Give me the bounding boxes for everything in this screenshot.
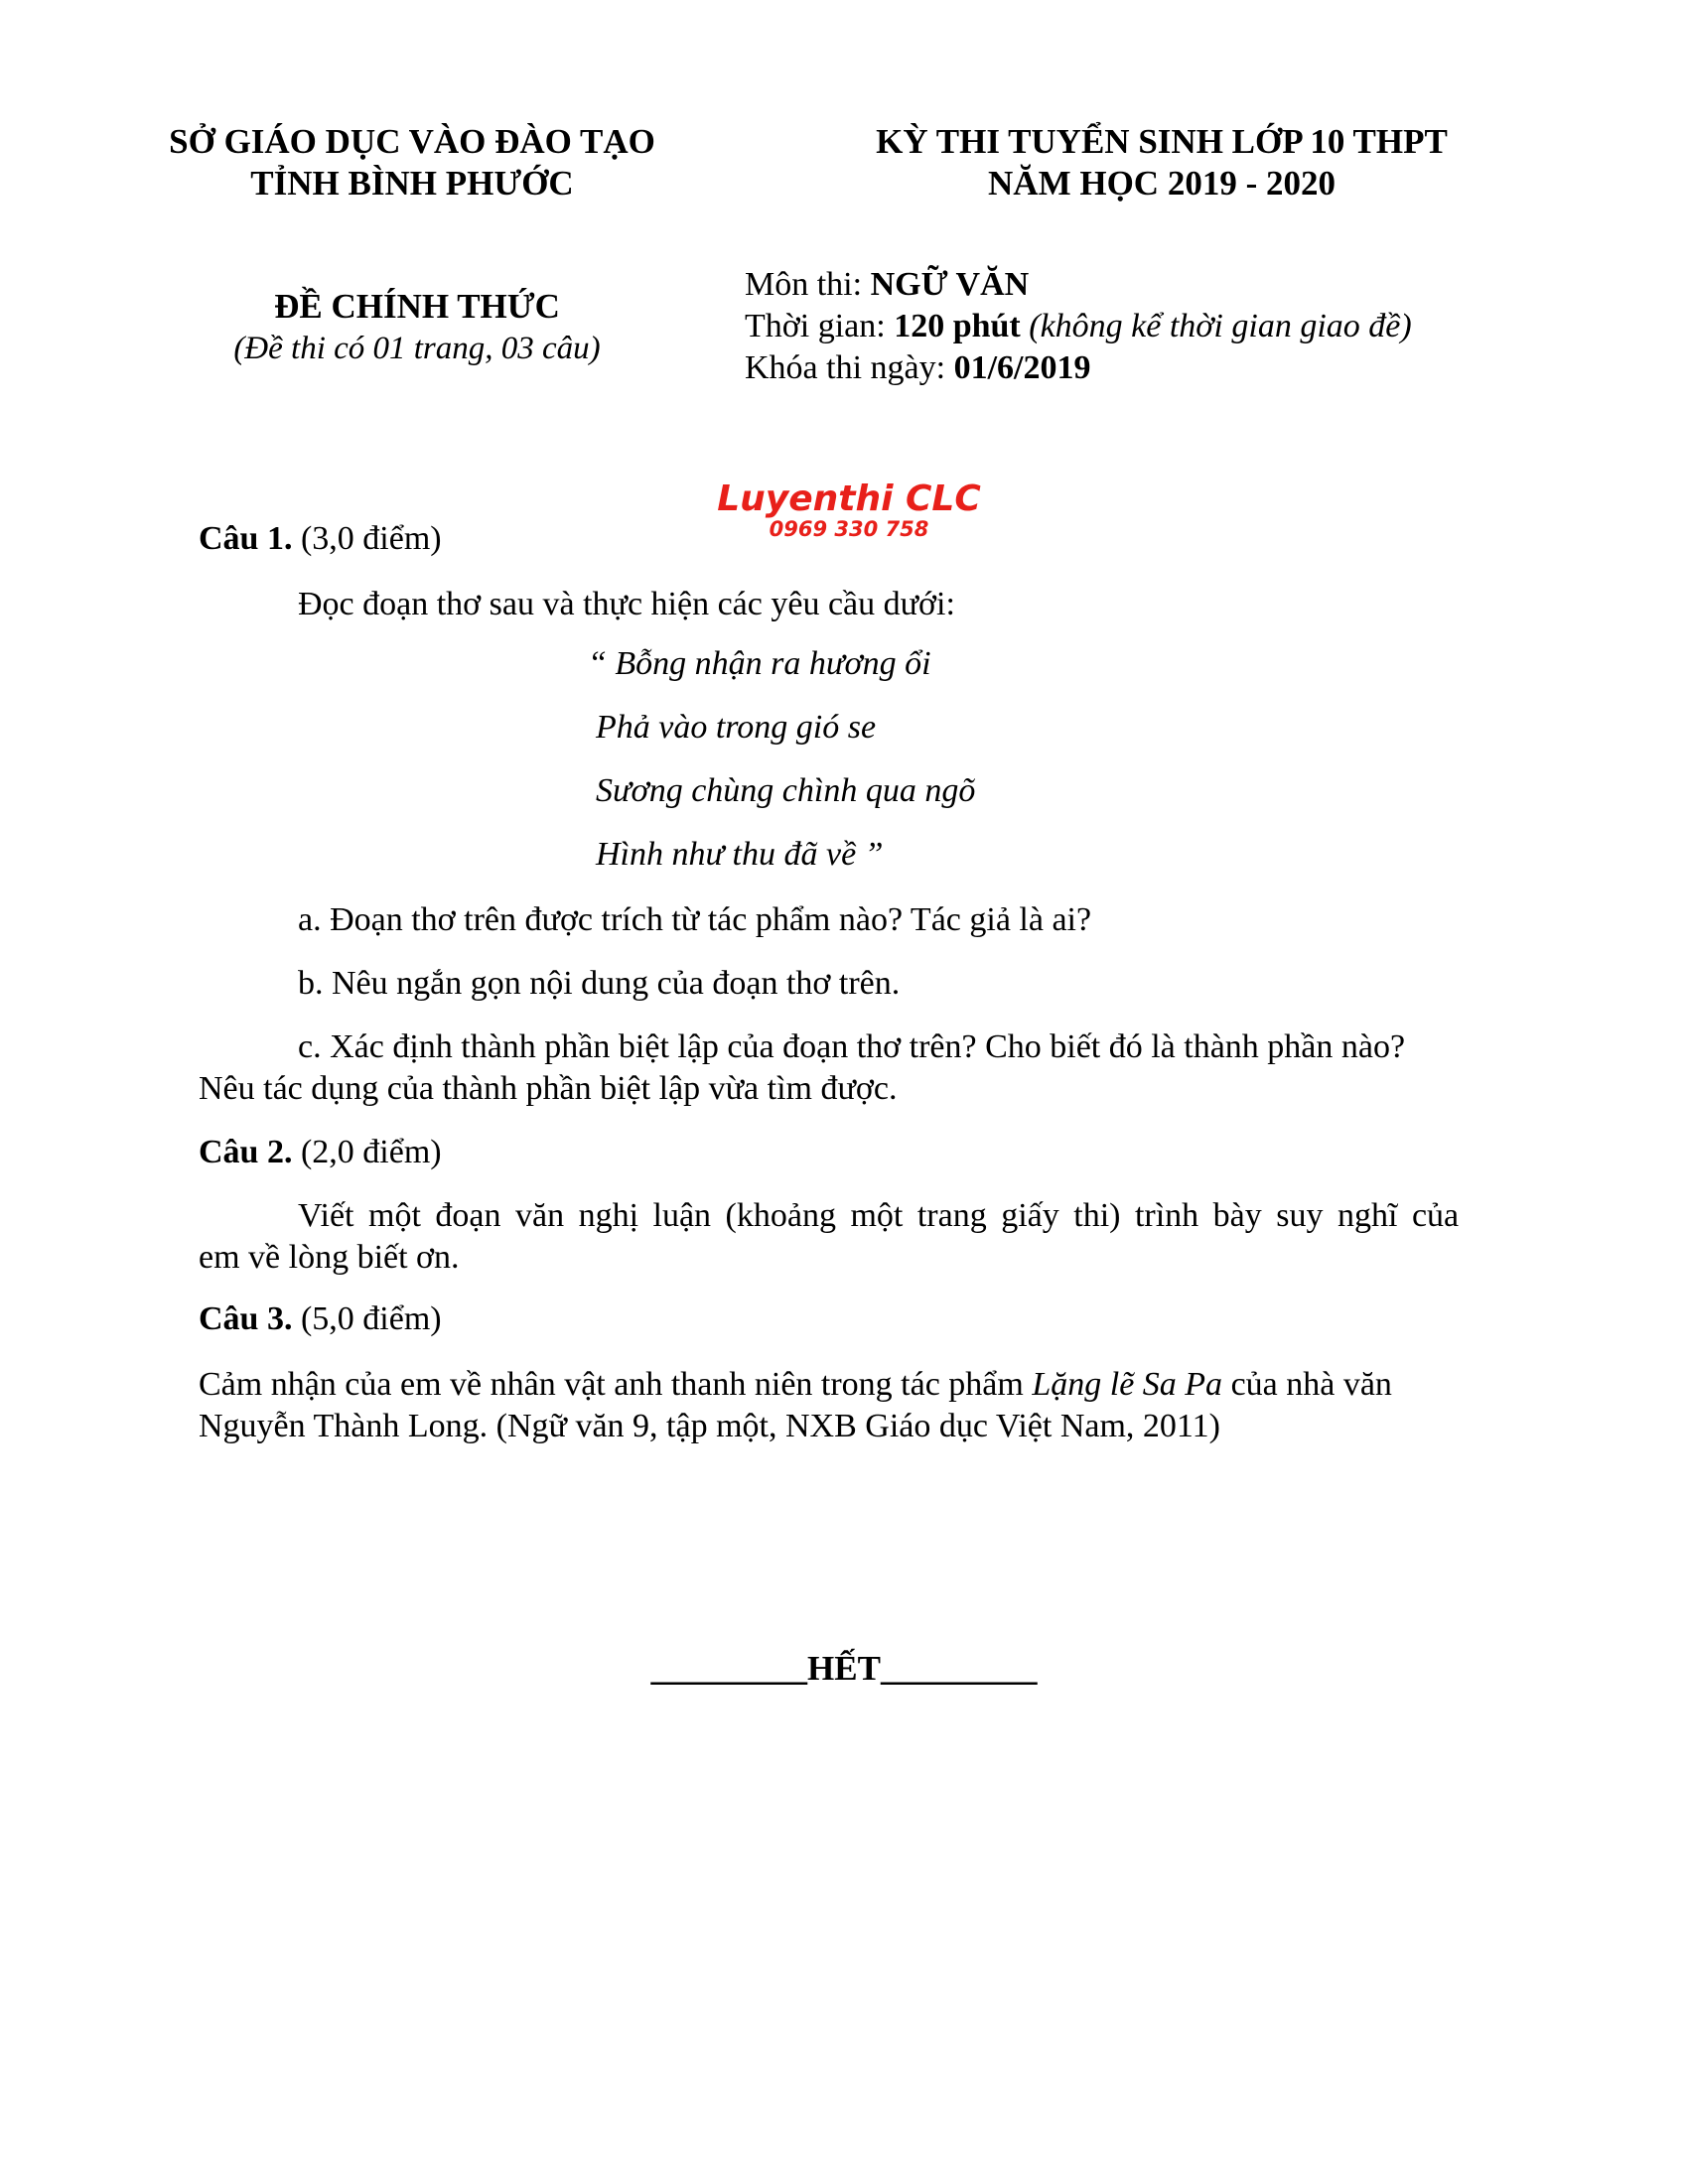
date-label: Khóa thi ngày: [745, 349, 954, 386]
subject-line [745, 264, 1539, 306]
q3-heading [199, 1298, 442, 1340]
q1-heading [199, 518, 442, 560]
date-line [745, 347, 1539, 389]
exam-title-line2: NĂM HỌC 2019 - 2020 [988, 164, 1336, 203]
q1-label: Câu 1. [199, 520, 293, 557]
department-line2: TỈNH BÌNH PHƯỚC [250, 164, 574, 203]
date-value: 01/6/2019 [953, 349, 1091, 386]
q3-points: (5,0 điểm) [292, 1300, 442, 1337]
q1-intro: Đọc đoạn thơ sau và thực hiện các yêu cầu dưới: [298, 586, 955, 622]
official-note: (Đề thi có 01 trang, 03 câu) [233, 331, 601, 366]
official-label: ĐỀ CHÍNH THỨC [274, 287, 560, 326]
department-line1: SỞ GIÁO DỤC VÀO ĐÀO TẠO [169, 122, 655, 161]
poem-line-1: “ Bỗng nhận ra hương ổi [588, 645, 931, 682]
time-label: Thời gian: [745, 308, 895, 344]
end-mark: _________HẾT_________ [650, 1649, 1038, 1688]
q2-points: (2,0 điểm) [292, 1134, 442, 1170]
exam-title-line1: KỲ THI TUYỂN SINH LỚP 10 THPT [876, 122, 1448, 161]
time-line [745, 306, 1539, 347]
q1-part-a: a. Đoạn thơ trên được trích từ tác phẩm nào? Tác giả là ai? [298, 901, 1092, 938]
q3-body-line1 [199, 1364, 1489, 1406]
exam-info [745, 264, 1539, 389]
q3-body-line2: Nguyễn Thành Long. (Ngữ văn 9, tập một, NXB Giáo dục Việt Nam, 2011) [199, 1408, 1220, 1444]
watermark-phone: 0969 330 758 [769, 517, 929, 541]
q3-label: Câu 3. [199, 1300, 293, 1337]
watermark-name: Luyenthi CLC [717, 478, 981, 519]
exam-title [824, 121, 1499, 205]
time-value: 120 phút [894, 308, 1021, 344]
department-name [119, 121, 705, 205]
q3-work-title: Lặng lẽ Sa Pa [1032, 1366, 1223, 1403]
q2-body-line1: Viết một đoạn văn nghị luận (khoảng một trang giấy thi) trình bày suy nghĩ của [298, 1197, 1460, 1234]
subject-value: NGỮ VĂN [870, 266, 1030, 303]
poem-line-3: Sương chùng chình qua ngõ [596, 772, 976, 809]
poem-line-2: Phả vào trong gió se [596, 709, 877, 746]
official-block [139, 286, 695, 369]
watermark-logo [685, 480, 1013, 540]
poem-line-4: Hình như thu đã về ” [596, 836, 884, 873]
q1-part-c-line2: Nêu tác dụng của thành phần biệt lập vừa tìm được. [199, 1070, 898, 1107]
subject-label: Môn thi: [745, 266, 871, 303]
q1-part-c-line1: c. Xác định thành phần biệt lập của đoạn thơ trên? Cho biết đó là thành phần nào? [298, 1028, 1406, 1065]
q3-text-post: của nhà văn [1222, 1366, 1392, 1403]
q2-body-line2: em về lòng biết ơn. [199, 1239, 460, 1276]
q3-text-pre: Cảm nhận của em về nhân vật anh thanh niên trong tác phẩm [199, 1366, 1033, 1403]
q1-points: (3,0 điểm) [292, 520, 442, 557]
q2-label: Câu 2. [199, 1134, 293, 1170]
q1-part-b: b. Nêu ngắn gọn nội dung của đoạn thơ trên. [298, 965, 901, 1002]
time-note: (không kể thời gian giao đề) [1020, 308, 1412, 344]
q2-heading [199, 1132, 442, 1173]
